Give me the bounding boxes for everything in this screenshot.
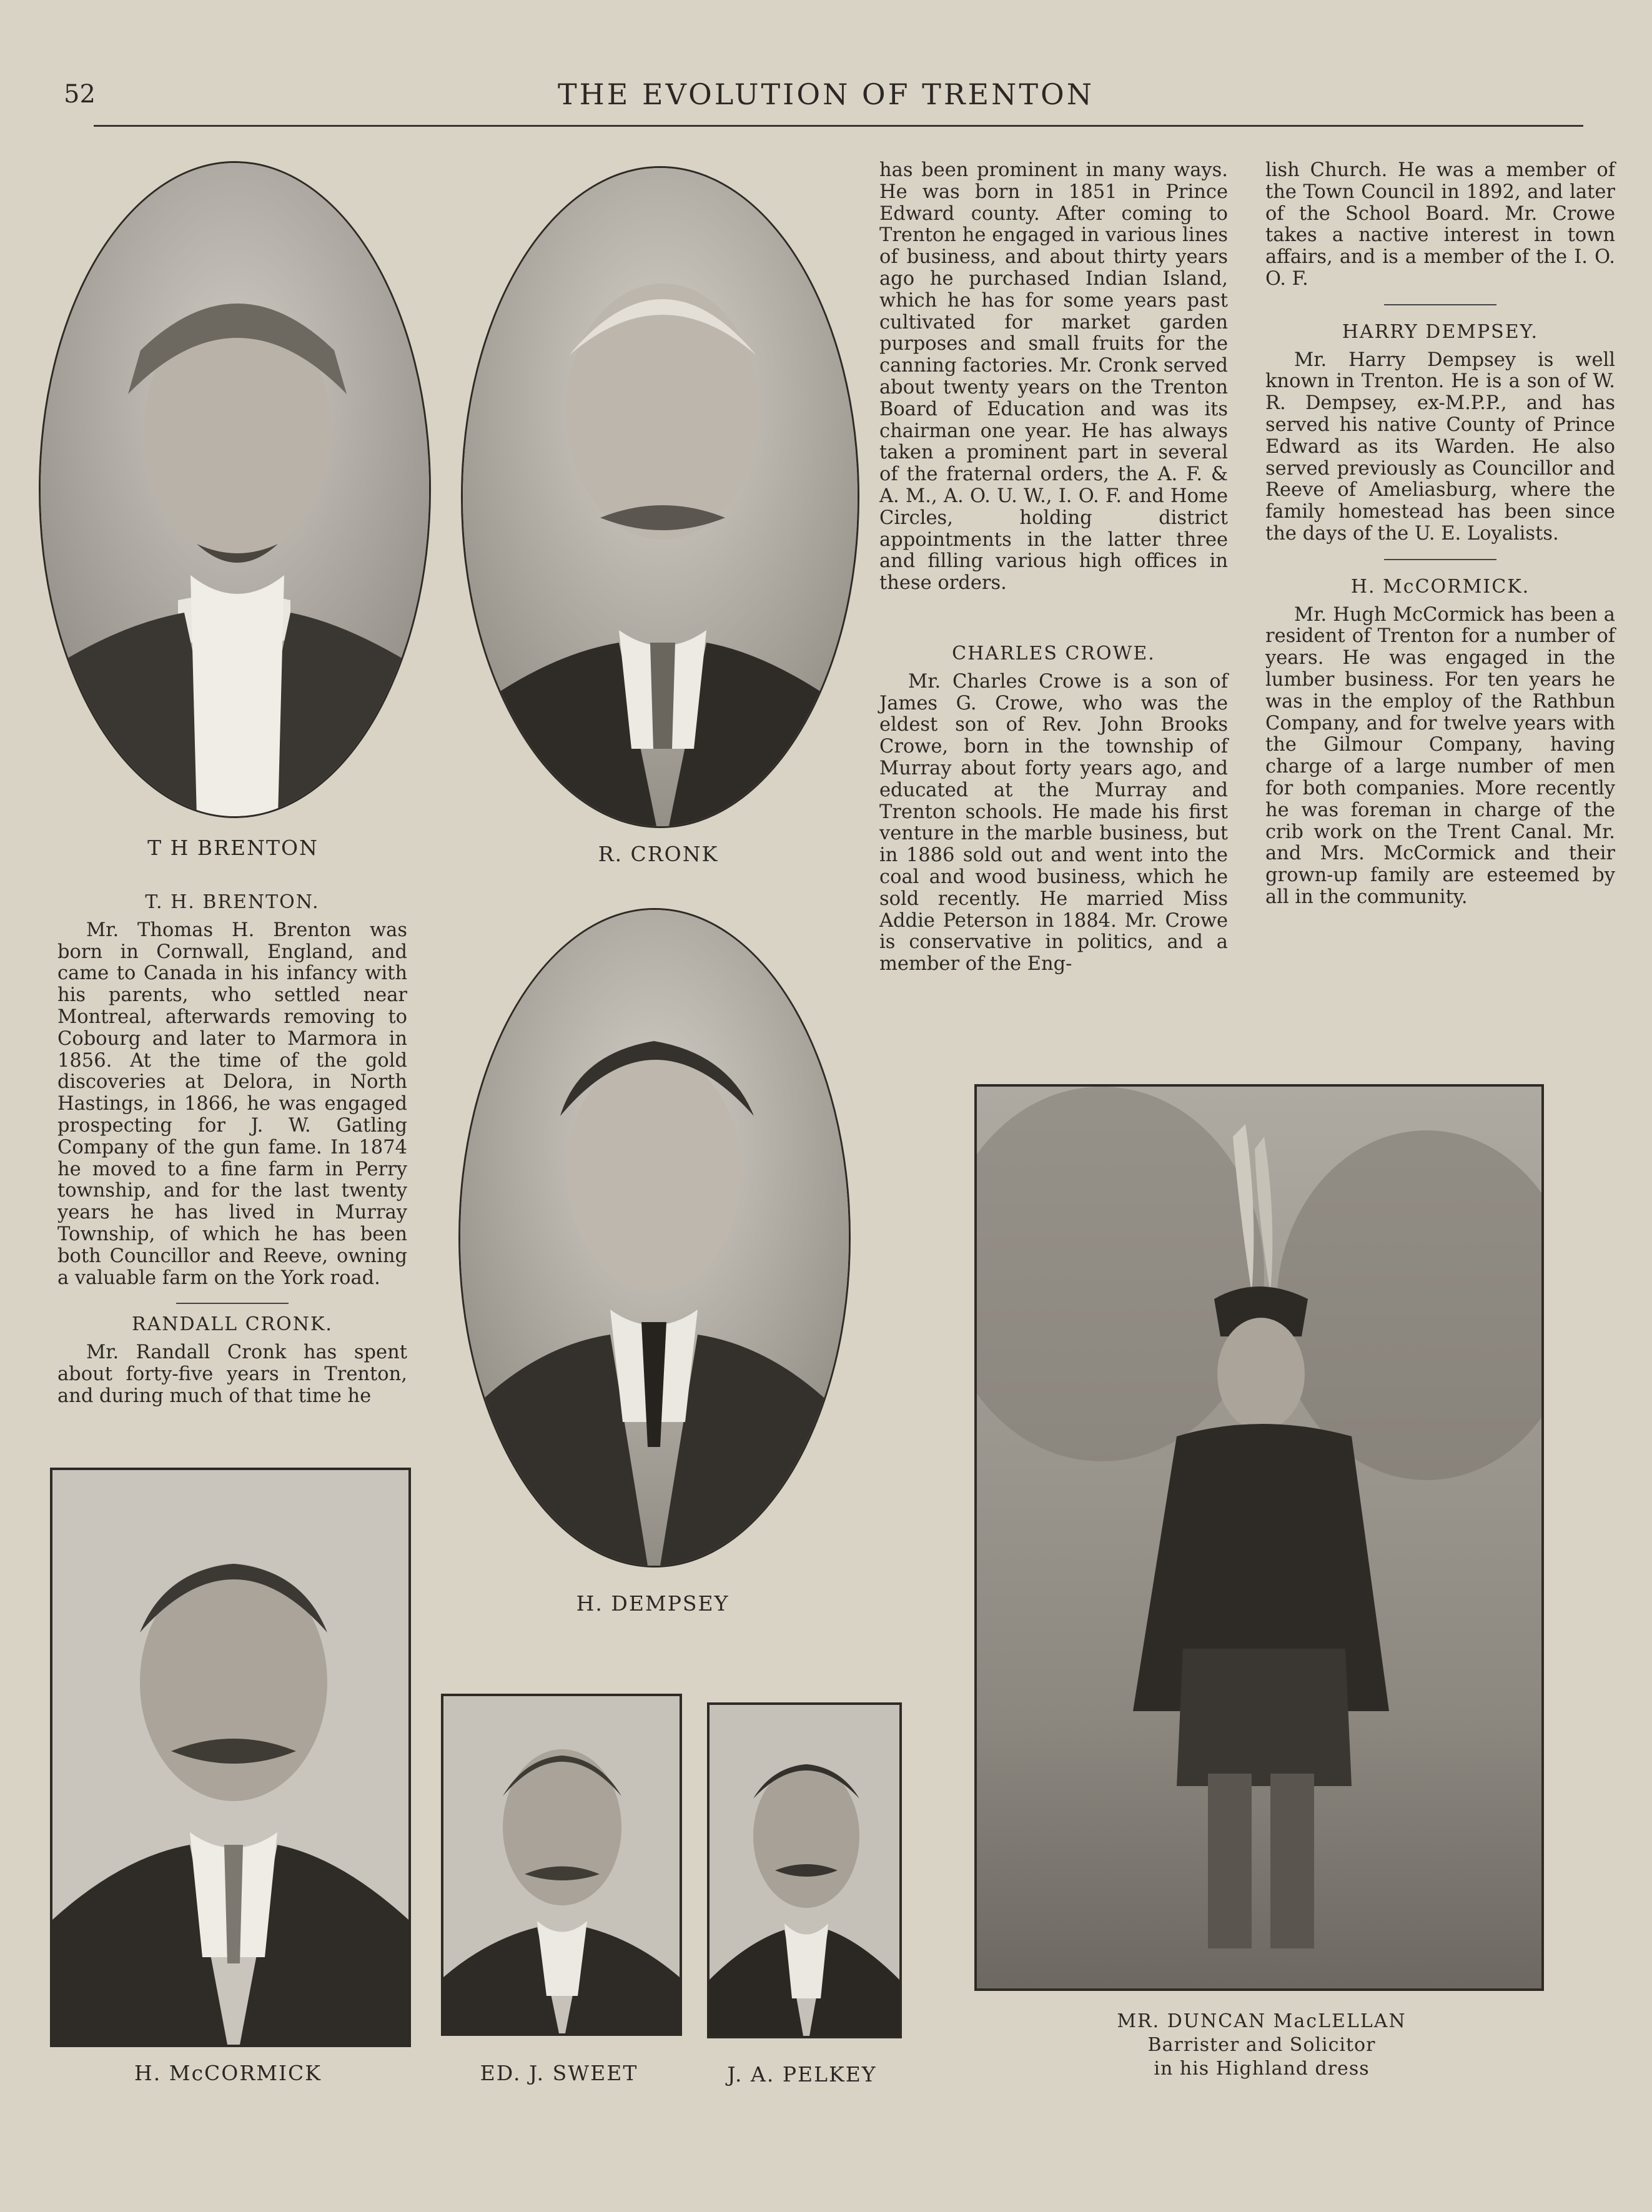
- cronk-portrait: [461, 166, 859, 828]
- sweet-caption: ED. J. SWEET: [480, 2061, 638, 2085]
- cronk-caption: R. CRONK: [598, 842, 719, 866]
- mccormick-caption: H. McCORMICK: [134, 2061, 322, 2085]
- cronk-body-continued: has been prominent in many ways. He was born in 1851 in Prince Edward county. After coming to Trenton he engaged in various lines of business, and about thirty years ago he purchased Indian Island, which he has for some years past cultivated for market garden purposes and small fruits for the canning factories. Mr. Cronk served about twenty years on the Trenton Board of Education and was its chairman one year. He has always taken a prominent part in several of the fraternal orders, the A. F. & A. M., A. O. U. W., I. O. F. and Home Circles, holding district appointments in the latter three and filling various high offices in these orders.: [879, 159, 1228, 595]
- dempsey-body: Mr. Harry Dempsey is well known in Trenton. He is a son of W. R. Dempsey, ex-M.P.P., and has served his native County of Prince Edward as its Warden. He also served previously as Councillor and Reeve of Ameliasburg, where the family homestead has been since the days of the U. E. Loyalists.: [1265, 348, 1615, 545]
- portrait-image: [52, 1470, 408, 2045]
- mccormick-body: Mr. Hugh McCormick has been a resident of Trenton for a number of years. He was engaged in the lumber business. For ten years he was in the employ of the Rathbun Company, and for twelve years with the Gilmour Company, having charge of a large number of men for both companies. More recently he was foreman in charge of the crib work on the Trent Canal. Mr. and Mrs. McCormick and their grown-up family are esteemed by all in the community.: [1265, 603, 1615, 908]
- maclellan-caption: [1087, 2010, 1437, 2081]
- crowe-heading: CHARLES CROWE.: [952, 642, 1155, 664]
- column-1: [57, 892, 407, 1408]
- maclellan-title: Barrister and Solicitor: [1147, 2034, 1376, 2056]
- portrait-image: [460, 910, 849, 1566]
- portrait-image: [41, 163, 429, 816]
- maclellan-portrait: [974, 1084, 1544, 1991]
- brenton-caption: T H BRENTON: [147, 836, 319, 860]
- section-rule: [1384, 559, 1496, 560]
- maclellan-note: in his Highland dress: [1154, 2058, 1370, 2080]
- running-title: THE EVOLUTION OF TRENTON: [558, 77, 1094, 111]
- page-number: 52: [64, 80, 96, 109]
- column-2: [879, 160, 1228, 975]
- pelkey-portrait: [707, 1702, 902, 2038]
- brenton-body: Mr. Thomas H. Brenton was born in Cornwall, England, and came to Canada in his infancy with his parents, who settled near Montreal, afterwards removing to Cobourg and later to Marmora in 1856. At the time of the gold discoveries at Delora, in North Hastings, in 1866, he was engaged prospecting for J. W. Gatling Company of the gun fame. In 1874 he moved to a fine farm in Perry township, and for the last twenty years he has lived in Murray Township, of which he has been both Councillor and Reeve, owning a valuable farm on the York road.: [57, 919, 407, 1289]
- pelkey-caption: J. A. PELKEY: [727, 2062, 877, 2086]
- cronk-heading: RANDALL CRONK.: [132, 1313, 333, 1336]
- sweet-portrait: [441, 1694, 682, 2036]
- maclellan-name: MR. DUNCAN MacLELLAN: [1117, 2010, 1407, 2032]
- column-3: [1265, 160, 1615, 909]
- mccormick-portrait: [50, 1468, 411, 2047]
- cronk-body-start: Mr. Randall Cronk has spent about forty-five years in Trenton, and during much of that time he: [57, 1341, 407, 1407]
- header-rule: [94, 125, 1583, 127]
- dempsey-heading: HARRY DEMPSEY.: [1342, 320, 1539, 343]
- portrait-image: [463, 168, 858, 826]
- dempsey-portrait: [458, 908, 851, 1568]
- section-rule: [176, 1303, 289, 1304]
- portrait-image: [443, 1696, 680, 2033]
- brenton-portrait: [39, 161, 431, 818]
- crowe-body-continued: lish Church. He was a member of the Town Council in 1892, and later of the School Board. Mr. Crowe takes a nactive interest in town affairs, and is a member of the I. O. O. F.: [1265, 159, 1615, 290]
- portrait-image: [977, 1087, 1541, 1988]
- crowe-body: Mr. Charles Crowe is a son of James G. Crowe, who was the eldest son of Rev. John Brooks Crowe, born in the township of Murray about forty years ago, and educated at the Murray and Trenton schools. He made his first venture in the marble business, but in 1886 sold out and went into the coal and wood business, which he sold recently. He married Miss Addie Peterson in 1884. Mr. Crowe is conservative in politics, and a member of the Eng-: [879, 670, 1228, 975]
- portrait-image: [710, 1705, 899, 2036]
- brenton-heading: T. H. BRENTON.: [145, 891, 320, 913]
- mccormick-heading: H. McCORMICK.: [1350, 575, 1530, 598]
- dempsey-caption: H. DEMPSEY: [576, 1591, 730, 1616]
- section-rule: [1384, 304, 1496, 305]
